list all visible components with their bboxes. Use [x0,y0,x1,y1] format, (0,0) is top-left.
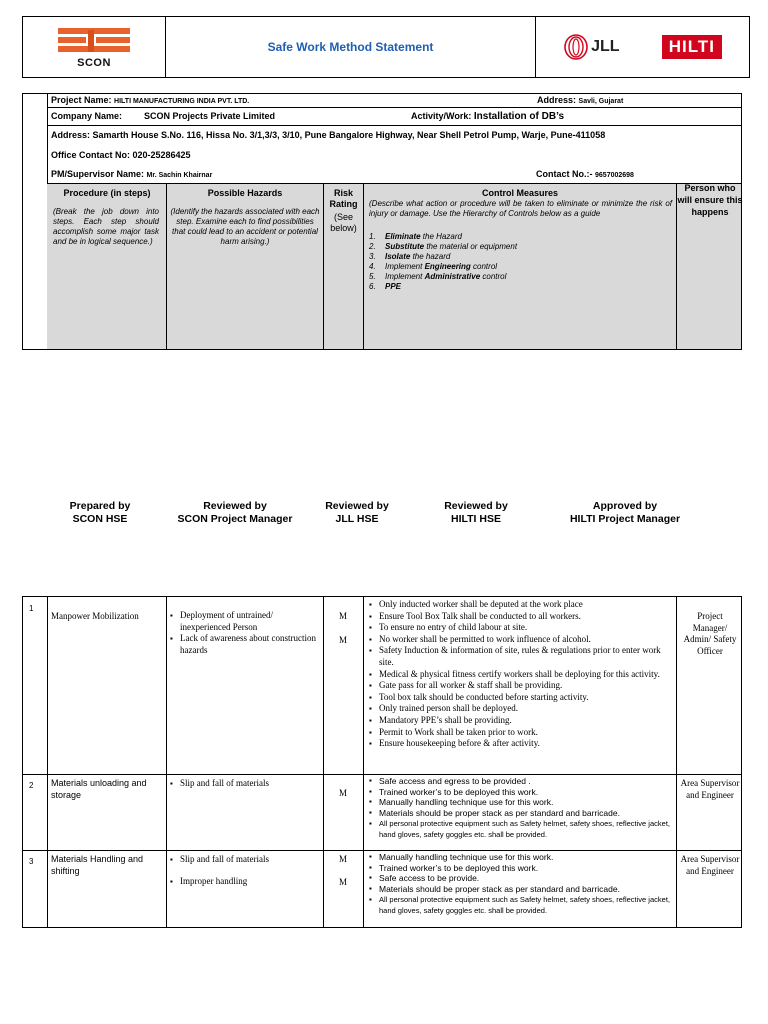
control-measure-item: ▪ Medical & physical fitness certify workers shall be deploying for this activity. [369,669,674,681]
control-column-desc: (Describe what action or procedure will be taken to eliminate or minimize the risk of injury or damage. Use the Hierarchy of Controls below as a guide [369,199,672,218]
control-measure-item: ▪ No worker shall be permitted to work influence of alcohol. [369,634,674,646]
signature-name: SCON Project Manager [177,513,293,525]
control-measure-item: ▪ Trained worker’s to be deployed this work. [369,863,674,874]
hierarchy-item-number: 6. [369,282,376,291]
client-logos [536,17,749,77]
steps-table [22,596,742,928]
activity-value: Installation of DB’s [473,111,565,122]
office-contact: Office Contact No: 020-25286425 [51,150,191,160]
company-row [47,108,741,126]
hierarchy-item-number: 2. [369,242,376,251]
company-label: Company Name: [51,111,123,121]
control-measure-item: ▪ Materials should be proper stack as per standard and barricade. [369,808,674,819]
signature-name: HILTI Project Manager [569,513,681,525]
hierarchy-item-number: 5. [369,272,376,281]
scon-logo [23,17,166,77]
step-number: 3 [29,857,34,866]
control-measure-item: ▪ To ensure no entry of child labour at site. [369,622,674,634]
risk-column-desc: (See below) [330,212,357,233]
hierarchy-item-text: control [480,272,507,281]
hierarchy-of-controls-list [369,232,672,292]
control-measure-item: ▪ Ensure housekeeping before & after activity. [369,738,674,750]
step-procedure: Materials unloading and storage [51,778,147,800]
contact-label: Contact No.:- [536,169,593,179]
step-responsible-person: Area Supervisor and Engineer [680,778,740,800]
step-risk-ratings [323,611,363,646]
contact-value: 9657002698 [595,172,634,179]
control-measure-item: ▪ Only trained person shall be deployed. [369,703,674,715]
contact-field [536,166,634,184]
project-info-table [22,93,742,350]
control-measure-item: ▪ Safety Induction & information of site, rules & regulations prior to enter work site. [369,645,674,668]
supervisor-row [47,166,741,184]
hazard-item: ▪ Improper handling [170,876,320,888]
signature-1 [45,500,155,526]
signature-role: Prepared by [69,500,131,512]
hierarchy-item [369,252,672,262]
hierarchy-item-text: control [470,262,498,271]
risk-rating: M [338,876,347,887]
pm-label: PM/Supervisor Name: [51,169,145,179]
hazards-column-header: Possible Hazards [207,188,283,198]
control-measure-item: ▪ Gate pass for all worker & staff shall be providing. [369,680,674,692]
jll-logo-text: JLL [591,38,620,55]
office-address: Address: Samarth House S.No. 116, Hissa No. 3/1,3/3, 3/10, Pune Bangalore Highway, Near Shell Petrol Pump, Warje, Pune-411058 [51,130,606,140]
step-procedure: Manpower Mobilization [51,611,139,621]
jll-logo-icon [563,34,589,60]
activity-field [411,108,564,125]
step-number: 2 [29,781,34,790]
step-procedure: Materials Handling and shifting [51,854,144,876]
hierarchy-item [369,232,672,242]
procedure-column-header: Procedure (in steps) [63,188,151,198]
control-measure-item: ▪ Ensure Tool Box Talk shall be conducted to all workers. [369,611,674,623]
address-value: Savli, Gujarat [578,98,624,105]
hierarchy-item-keyword: Engineering [424,262,471,271]
control-measure-item: ▪ All personal protective equipment such as Safety helmet, safety shoes, reflective jacket, hand gloves, safety goggles etc. shall be provided. [369,894,674,916]
control-measure-item: ▪ All personal protective equipment such as Safety helmet, safety shoes, reflective jacket, hand gloves, safety goggles etc. shall be provided. [369,818,674,840]
person-column-header: Person who will ensure this happens [677,183,743,217]
signature-5 [555,500,695,526]
hierarchy-item-text: the Hazard [420,232,462,241]
hierarchy-item-prefix: Implement [385,262,425,271]
address-field [537,94,623,108]
document-title: Safe Work Method Statement [267,40,434,54]
control-measure-item: ▪ Manually handling technique use for this work. [369,852,674,863]
signature-role: Reviewed by [325,500,389,512]
control-measure-item: ▪ Permit to Work shall be taken prior to work. [369,727,674,739]
signature-4 [431,500,521,526]
control-measure-item: ▪ Tool box talk should be conducted before starting activity. [369,692,674,704]
control-column-header: Control Measures [481,188,559,198]
jll-logo [563,34,619,60]
office-contact-row [47,146,741,166]
risk-column-header: Risk Rating [329,188,358,209]
signature-role: Approved by [592,500,658,512]
scon-logo-text: SCON [77,56,111,69]
control-measure-item: ▪ Safe access to be provide. [369,873,674,884]
hierarchy-item-number: 3. [369,252,376,261]
risk-rating: M [338,788,347,798]
hierarchy-item-text: the material or equipment [424,242,518,251]
hierarchy-item [369,242,672,252]
control-measure-item: ▪ Safe access and egress to be provided . [369,776,674,787]
procedure-column-desc: (Break the job down into steps. Each step should accomplish some major task and be in logical sequence.) [53,207,159,246]
step-control-measures [369,599,674,750]
hierarchy-item [369,272,672,282]
hierarchy-item-keyword: Eliminate [385,232,421,241]
hierarchy-item [369,262,672,272]
signature-role: Reviewed by [203,500,267,512]
control-measure-item: ▪ Materials should be proper stack as per standard and barricade. [369,884,674,895]
signature-role: Reviewed by [444,500,508,512]
signature-3 [312,500,402,526]
hilti-logo: HILTI [662,35,722,59]
step-number: 1 [29,604,34,613]
signature-name: JLL HSE [335,513,379,525]
hierarchy-item-keyword: Substitute [385,242,425,251]
hazards-column-desc: (Identify the hazards associated with each step. Examine each to find possibilities that could lead to an accident or potential harm arising.) [170,207,320,246]
control-measure-item: ▪ Trained worker’s to be deployed this work. [369,787,674,798]
step-responsible-person: Area Supervisor and Engineer [680,854,740,876]
signature-2 [165,500,305,526]
signature-name: HILTI HSE [451,513,501,525]
scon-logo-mark [58,26,130,56]
hazard-item: ▪ Deployment of untrained/ inexperienced Person [170,610,320,633]
hierarchy-item-keyword: Isolate [385,252,411,261]
step-hazards-list [170,610,320,656]
document-header [22,16,750,78]
risk-rating: M [338,611,347,621]
step-risk-ratings [323,854,363,888]
step-hazards-list [170,778,320,790]
hierarchy-item-prefix: Implement [385,272,425,281]
hierarchy-item-number: 4. [369,262,376,271]
hazard-item: ▪ Slip and fall of materials [170,854,320,866]
step-control-measures [369,776,674,840]
risk-rating: M [338,854,347,864]
project-value: HILTI MANUFACTURING INDIA PVT. LTD. [114,98,250,105]
address-label: Address: [537,95,577,105]
hierarchy-item-text: the hazard [410,252,451,261]
company-value: SCON Projects Private Limited [144,111,276,121]
hierarchy-item-keyword: PPE [385,282,402,291]
risk-rating: M [338,634,347,645]
step-control-measures [369,852,674,916]
control-measure-item: ▪ Only inducted worker shall be deputed at the work place [369,599,674,611]
hazard-item: ▪ Slip and fall of materials [170,778,320,790]
project-row [47,94,741,108]
hierarchy-item-number: 1. [369,232,376,241]
project-label: Project Name: [51,95,112,105]
control-measure-item: ▪ Mandatory PPE’s shall be providing. [369,715,674,727]
pm-value: Mr. Sachin Khairnar [146,172,213,179]
hazard-item: ▪ Lack of awareness about construction hazards [170,633,320,656]
office-address-row [47,126,741,146]
hierarchy-item-keyword: Administrative [424,272,481,281]
document-title-cell [166,17,536,77]
step-responsible-person: Project Manager/ Admin/ Safety Officer [683,611,737,656]
hierarchy-item [369,282,672,292]
activity-label: Activity/Work: [411,111,472,121]
step-risk-ratings [323,788,363,800]
control-measure-item: ▪ Manually handling technique use for this work. [369,797,674,808]
step-hazards-list [170,854,320,887]
signature-name: SCON HSE [72,513,128,525]
